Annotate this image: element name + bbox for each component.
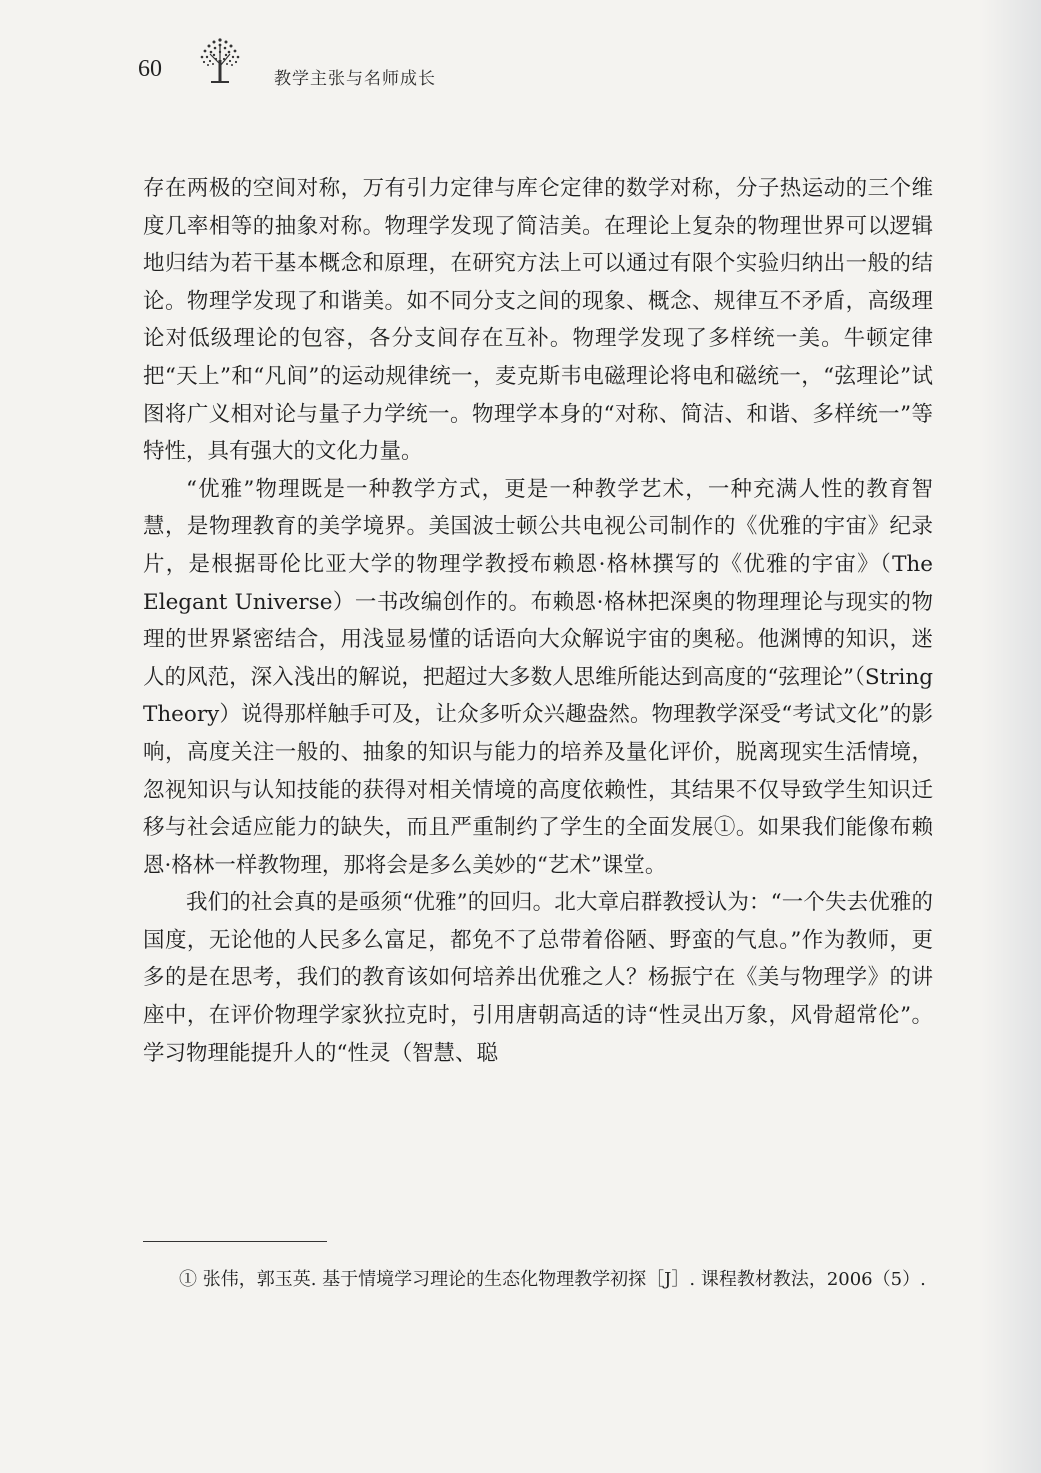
- paragraph: “优雅”物理既是一种教学方式，更是一种教学艺术，一种充满人性的教育智慧，是物理教育的美学境界。美国波士顿公共电视公司制作的《优雅的宇宙》纪录片，是根据哥伦比亚大学的物理学教授布赖恩·格林撰写的《优雅的宇宙》（The Elegant Universe）一书改编创作的。布赖恩·格林把深奥的物理理论与现实的物理的世界紧密结合，用浅显易懂的话语向大众解说宇宙的奥秘。他渊博的知识，迷人的风范，深入浅出的解说，把超过大多数人思维所能达到高度的“弦理论”（String Theory）说得那样触手可及，让众多听众兴趣盎然。物理教学深受“考试文化”的影响，高度关注一般的、抽象的知识与能力的培养及量化评价，脱离现实生活情境，忽视知识与认知技能的获得对相关情境的高度依赖性，其结果不仅导致学生知识迁移与社会适应能力的缺失，而且严重制约了学生的全面发展①。如果我们能像布赖恩·格林一样教物理，那将会是多么美妙的“艺术”课堂。: [143, 476, 933, 878]
- footnote: ① 张伟，郭玉英. 基于情境学习理论的生态化物理教学初探［J］. 课程教材教法，2006（5）.: [179, 1269, 926, 1290]
- page-edge-shadow: [981, 0, 1041, 1473]
- page-header: [138, 34, 938, 94]
- footnote-divider: [143, 1241, 327, 1242]
- paragraph: 我们的社会真的是亟须“优雅”的回归。北大章启群教授认为：“一个失去优雅的国度，无论他的人民多么富足，都免不了总带着俗陋、野蛮的气息。”作为教师，更多的是在思考，我们的教育该如何培养出优雅之人？杨振宁在《美与物理学》的讲座中，在评价物理学家狄拉克时，引用唐朝高适的诗“性灵出万象，风骨超常伦”。学习物理能提升人的“性灵（智慧、聪: [143, 890, 933, 1066]
- tree-icon: [194, 34, 246, 84]
- page-number: 60: [138, 56, 162, 82]
- paragraph: 存在两极的空间对称，万有引力定律与库仑定律的数学对称，分子热运动的三个维度几率相等的抽象对称。物理学发现了简洁美。在理论上复杂的物理世界可以逻辑地归结为若干基本概念和原理，在研究方法上可以通过有限个实验归纳出一般的结论。物理学发现了和谐美。如不同分支之间的现象、概念、规律互不矛盾，高级理论对低级理论的包容，各分支间存在互补。物理学发现了多样统一美。牛顿定律把“天上”和“凡间”的运动规律统一，麦克斯韦电磁理论将电和磁统一，“弦理论”试图将广义相对论与量子力学统一。物理学本身的“对称、简洁、和谐、多样统一”等特性，具有强大的文化力量。: [143, 176, 933, 465]
- running-title: 教学主张与名师成长: [274, 69, 436, 89]
- body-text: [143, 170, 933, 1072]
